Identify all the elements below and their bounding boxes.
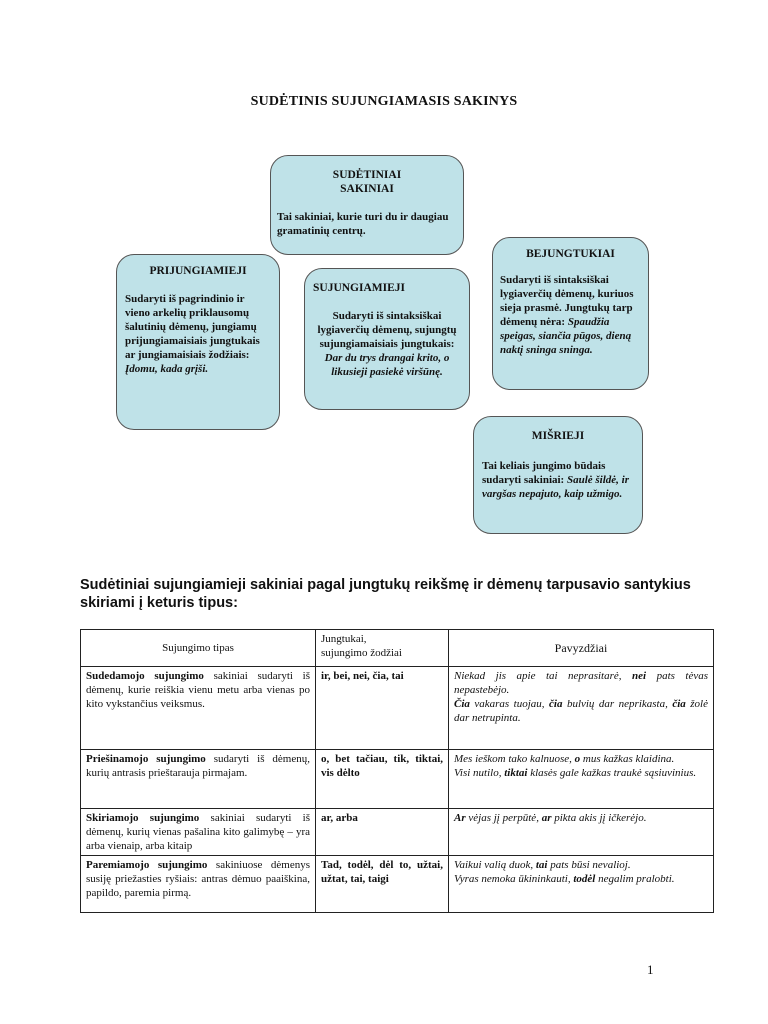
conjunction-cell: Tad, todėl, dėl to, užtai, užtat, tai, taigi	[316, 856, 449, 913]
box-prijungiamieji	[116, 254, 280, 430]
example-cell: Niekad jis apie tai neprasitarė, nei pats tėvas nepastebėjo. Čia vakaras tuojau, čia bulvių dar neprikasta, čia žolė dar netrupinta.	[449, 667, 714, 750]
example-cell: Mes ieškom tako kalnuose, o mus kažkas klaidina. Visi nutilo, tiktai klasės gale kažkas traukė sąsiuvinius.	[449, 750, 714, 809]
intro-paragraph: Sudėtiniai sujungiamieji sakiniai pagal jungtukų reikšmę ir dėmenų tarpusavio santykius skiriami į keturis tipus:	[80, 577, 691, 611]
type-cell: Paremiamojo sujungimo sakiniuose dėmenys susiję priežasties ryšiais: antras dėmuo paaiškina, papildo, paremia pirmą.	[81, 856, 316, 913]
header-conjunctions: Jungtukai, sujungimo žodžiai	[316, 630, 449, 667]
conjunction-types-table	[80, 629, 714, 913]
box-example: Įdomu, kada grįši.	[125, 363, 209, 375]
header-type: Sujungimo tipas	[81, 630, 316, 667]
header-examples: Pavyzdžiai	[449, 630, 714, 667]
box-example: Dar du trys drangai krito, o likusieji pasiekė viršūnę.	[324, 352, 450, 378]
box-heading: SUJUNGIAMIEJI	[313, 282, 406, 294]
box-bejungtukiai	[492, 237, 649, 390]
box-heading: SUDĖTINIAI SAKINIAI	[332, 169, 402, 195]
page-number: 1	[647, 962, 654, 977]
box-text: Tai keliais jungimo būdais sudaryti sakiniai: Saulė šildė, ir vargšas nepajuto, kaip užmigo.	[482, 460, 630, 500]
table-row	[81, 750, 714, 809]
table-header-row	[81, 630, 714, 667]
table-row	[81, 856, 714, 913]
box-example: Saulė šildė, ir vargšas nepajuto, kaip užmigo.	[482, 474, 630, 500]
example-cell: Vaikui valią duok, tai pats būsi nevalioj. Vyras nemoka ūkininkauti, todėl negalim pralobti.	[449, 856, 714, 913]
box-misrieji	[473, 416, 643, 534]
box-text: Tai sakiniai, kurie turi du ir daugiau gramatinių centrų.	[277, 211, 449, 237]
box-text: Sudaryti iš pagrindinio ir vieno arkelių priklausomų šalutinių dėmenų, jungiamų prijungiamaisiais jungtukais ar jungiamaisiais žodžiais: Įdomu, kada grįši.	[125, 293, 260, 375]
box-heading: BEJUNGTUKIAI	[526, 248, 615, 260]
page-title: SUDĖTINIS SUJUNGIAMASIS SAKINYS	[250, 94, 518, 109]
box-heading: PRIJUNGIAMIEJI	[149, 265, 247, 277]
conjunction-cell: o, bet tačiau, tik, tiktai, vis dėlto	[316, 750, 449, 809]
type-cell: Priešinamojo sujungimo sudaryti iš dėmenų, kurių antrasis prieštarauja pirmajam.	[81, 750, 316, 809]
box-heading: MIŠRIEJI	[531, 430, 585, 442]
box-example: Spaudžia speigas, siančia pūgos, dieną naktį sninga sninga.	[500, 316, 632, 356]
box-sujungiamieji	[304, 268, 470, 410]
type-cell: Sudedamojo sujungimo sakiniai sudaryti iš dėmenų, kurie reiškia vienu metu arba vienas po kito vykstančius veiksmus.	[81, 667, 316, 750]
conjunction-cell: ar, arba	[316, 809, 449, 856]
example-cell: Ar vėjas jį perpūtė, ar pikta akis jį ičkerėjo.	[449, 809, 714, 856]
type-cell: Skiriamojo sujungimo sakiniai sudaryti iš dėmenų, kurių vienas pašalina kito galimybę – yra arba vienaip, arba kitaip	[81, 809, 316, 856]
table-row	[81, 809, 714, 856]
box-text: Sudaryti iš sintaksiškai lygiaverčių dėmenų, kuriuos sieja prasmė. Jungtukų tarp dėmenų nėra: Spaudžia speigas, siančia pūgos, dieną naktį sninga sninga.	[500, 274, 634, 356]
conjunction-cell: ir, bei, nei, čia, tai	[316, 667, 449, 750]
box-sudetiniai-sakiniai	[270, 155, 464, 255]
table-row	[81, 667, 714, 750]
box-text: Sudaryti iš sintaksiškai lygiaverčių dėmenų, sujungtų sujungiamaisiais jungtukais: Dar du trys drangai krito, o likusieji pasiekė viršūnę.	[317, 310, 457, 378]
